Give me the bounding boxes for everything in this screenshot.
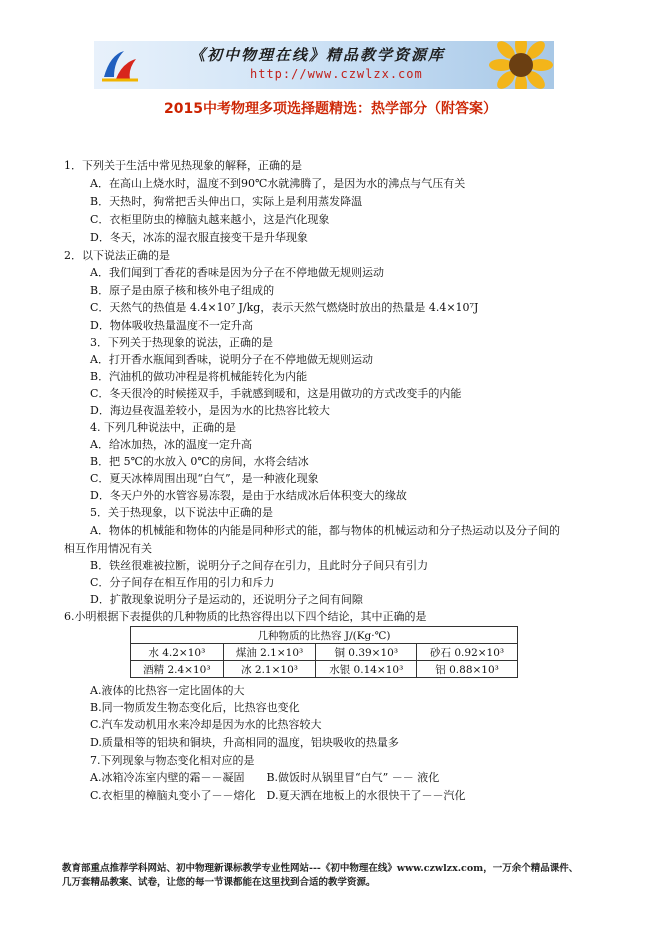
table-row — [131, 661, 518, 678]
table-cell: 水银 0.14×10³ — [316, 661, 417, 678]
table-cell: 铜 0.39×10³ — [316, 644, 417, 661]
question-4-stem: 4. 下列几种说法中，正确的是 — [90, 421, 236, 434]
document-title: 2015中考物理多项选择题精选：热学部分（附答案） — [164, 101, 497, 117]
site-logo-icon — [100, 47, 140, 83]
question-7-stem: 7.下列现象与物态变化相对应的是 — [90, 754, 255, 767]
question-3-option-a: A．打开香水瓶闻到香味，说明分子在不停地做无规则运动 — [90, 353, 373, 366]
question-5-option-a-continued: 相互作用情况有关 — [64, 542, 152, 555]
question-6-option-a: A.液体的比热容一定比固体的大 — [90, 684, 245, 697]
question-2-stem: 2．以下说法正确的是 — [64, 249, 170, 262]
question-3-option-d: D．海边昼夜温差较小，是因为水的比热容比较大 — [90, 404, 330, 417]
banner-url: http://www.czwlzx.com — [250, 67, 423, 81]
question-5-option-b: B．铁丝很难被拉断，说明分子之间存在引力，且此时分子间只有引力 — [90, 559, 429, 572]
question-3-stem: 3．下列关于热现象的说法，正确的是 — [90, 336, 273, 349]
question-2-option-a: A．我们闻到丁香花的香味是因为分子在不停地做无规则运动 — [90, 266, 384, 279]
question-1-option-a: A．在高山上烧水时，温度不到90℃水就沸腾了，是因为水的沸点与气压有关 — [90, 177, 466, 190]
question-4-option-a: A．给冰加热，冰的温度一定升高 — [90, 438, 252, 451]
specific-heat-table — [130, 626, 518, 678]
sunflower-icon — [486, 41, 554, 89]
table-header: 几种物质的比热容 J/(Kg·℃) — [131, 627, 518, 644]
footer-line-2: 几万套精品教案、试卷，让您的每一节课都能在这里找到合适的教学资源。 — [62, 877, 376, 888]
question-2-option-d: D．物体吸收热量温度不一定升高 — [90, 319, 253, 332]
question-3-option-b: B．汽油机的做功冲程是将机械能转化为内能 — [90, 370, 308, 383]
page-footer — [62, 862, 578, 890]
question-4-option-b: B．把 5℃的水放入 0℃的房间，水将会结冰 — [90, 455, 309, 468]
question-2-option-b: B．原子是由原子核和核外电子组成的 — [90, 284, 275, 297]
table-cell: 煤油 2.1×10³ — [223, 644, 316, 661]
question-5-option-d: D．扩散现象说明分子是运动的，还说明分子之间有间隙 — [90, 593, 363, 606]
footer-line-1: 教育部重点推荐学科网站、初中物理新课标教学专业性网站---《初中物理在线》www.czwlzx.com，一万余个精品课件、 — [62, 863, 579, 874]
table-cell: 酒精 2.4×10³ — [131, 661, 224, 678]
table-cell: 砂石 0.92×10³ — [417, 644, 518, 661]
question-5-stem: 5．关于热现象，以下说法中正确的是 — [90, 506, 273, 519]
question-7-options-ab: A.冰箱冷冻室内壁的霜－－凝固 B.做饭时从锅里冒“白气” －－ 液化 — [90, 771, 440, 784]
question-1-option-c: C．衣柜里防虫的樟脑丸越来越小，这是汽化现象 — [90, 213, 330, 226]
header-banner — [94, 41, 554, 89]
table-cell: 水 4.2×10³ — [131, 644, 224, 661]
question-2-option-c: C．天然气的热值是 4.4×10⁷ J/kg，表示天然气燃烧时放出的热量是 4.4×10⁷J — [90, 301, 479, 314]
question-7-options-cd: C.衣柜里的樟脑丸变小了－－熔化 D.夏天洒在地板上的水很快干了－－汽化 — [90, 789, 466, 802]
question-3-option-c: C．冬天很冷的时候搓双手，手就感到暖和，这是用做功的方式改变手的内能 — [90, 387, 462, 400]
question-5-option-a: A．物体的机械能和物体的内能是同种形式的能，都与物体的机械运动和分子热运动以及分子间的 — [90, 524, 560, 537]
banner-title: 《初中物理在线》精品教学资源库 — [190, 46, 446, 64]
table-header-row — [131, 627, 518, 644]
question-1-option-b: B．天热时，狗常把舌头伸出口，实际上是利用蒸发降温 — [90, 195, 363, 208]
question-6-option-b: B.同一物质发生物态变化后，比热容也变化 — [90, 701, 300, 714]
question-4-option-d: D．冬天户外的水管容易冻裂，是由于水结成冰后体积变大的缘故 — [90, 489, 407, 502]
question-4-option-c: C．夏天冰棒周围出现“白气”，是一种液化现象 — [90, 472, 319, 485]
table-cell: 冰 2.1×10³ — [223, 661, 316, 678]
question-5-option-c: C．分子间存在相互作用的引力和斥力 — [90, 576, 275, 589]
question-6-option-d: D.质量相等的铝块和铜块，升高相同的温度，铝块吸收的热量多 — [90, 736, 399, 749]
table-row — [131, 644, 518, 661]
question-1-stem: 1．下列关于生活中常见热现象的解释，正确的是 — [64, 159, 302, 172]
question-6-stem: 6.小明根据下表提供的几种物质的比热容得出以下四个结论，其中正确的是 — [64, 610, 427, 623]
question-1-option-d: D．冬天，冰冻的湿衣服直接变干是升华现象 — [90, 231, 308, 244]
question-6-option-c: C.汽车发动机用水来冷却是因为水的比热容较大 — [90, 718, 322, 731]
table-cell: 铝 0.88×10³ — [417, 661, 518, 678]
